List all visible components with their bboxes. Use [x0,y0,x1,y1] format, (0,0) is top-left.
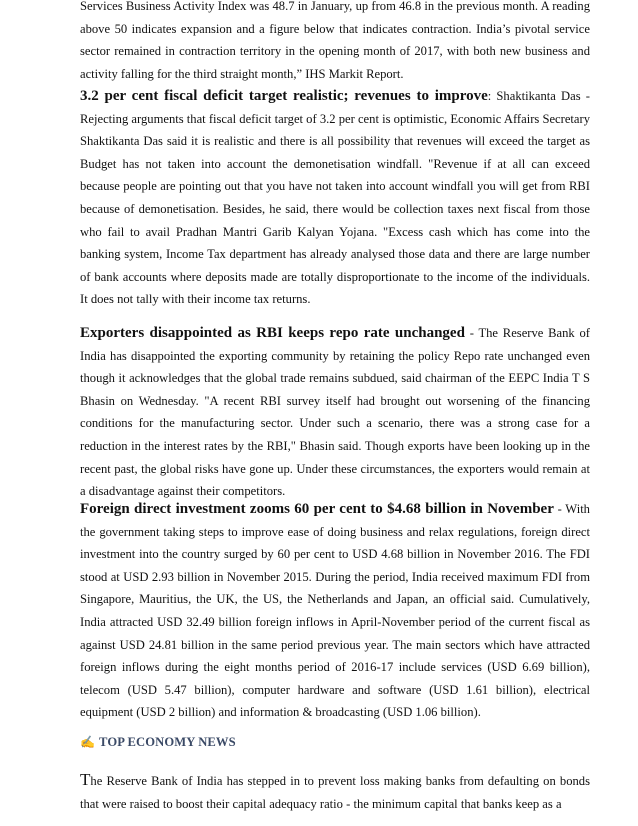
paragraph-body: - The Reserve Bank of India has disappointed the exporting community by retaining the policy Repo rate unchanged even though it acknowledges that the global trade remains subdued, said chairman of the EEPC India T S Bhasin on Wednesday. "A recent RBI survey itself had brought out worsening of the financing conditions for the manufacturing sector. Under such a scenario, there was a strong case for a reduction in the interest rates by the RBI," Bhasin said. Though exports have been looking up in the recent past, the global risks have gone up. Under these circumstances, the exporters would remain at a disadvantage against their competitors. [80,326,590,499]
paragraph-body: : Shaktikanta Das - Rejecting arguments that fiscal deficit target of 3.2 per cent is optimistic, Economic Affairs Secretary Shaktikanta Das said it is realistic and there is all possibility that revenues will exceed the target as Budget has not taken into account the demonetisation windfall. "Revenue if at all can exceed because people are pointing out that you have not taken into account windfall you will get from RBI because of demonetisation. Besides, he said, there would be collection taxes next fiscal from those who fail to avail Pradhan Mantri Garib Kalyan Yojana. "Excess cash which has come into the banking system, Income Tax department has already analysed those data and there are large number of bank accounts where deposits made are totally disproportionate to the income of the individuals. It does not tally with their income tax returns. [80,89,590,307]
fiscal-deficit-paragraph [80,85,590,311]
section-heading [80,735,236,750]
paragraph-body: he Reserve Bank of India has stepped in to prevent loss making banks from defaulting on bonds that were raised to boost their capital adequacy ratio - the minimum capital that banks keep as a [80,774,590,811]
fdi-paragraph [80,498,590,724]
paragraph-body: Services Business Activity Index was 48.7 in January, up from 46.8 in the previous month. A reading above 50 indicates expansion and a figure below that indicates contraction. India’s pivotal service sector remained in contraction territory in the opening month of 2017, with both new business and activity falling for the third straight month,” IHS Markit Report. [80,0,590,81]
drop-cap: T [80,770,91,789]
exporters-paragraph [80,322,590,503]
article-heading: 3.2 per cent fiscal deficit target realistic; revenues to improve [80,88,488,104]
article-heading: Foreign direct investment zooms 60 per cent to $4.68 billion in November [80,501,554,517]
paragraph-body: - With the government taking steps to improve ease of doing business and relax regulations, foreign direct investment into the country surged by 60 per cent to USD 4.68 billion in November 2016. The FDI stood at USD 2.93 billion in November 2015. During the period, India received maximum FDI from Singapore, Mauritius, the UK, the US, the Netherlands and Japan, an official said. Cumulatively, India attracted USD 32.49 billion foreign inflows in April-November period of the current fiscal as against USD 24.81 billion in the same period previous year. The main sectors which have attracted foreign inflows during the eight months period of 2016-17 include services (USD 6.69 billion), telecom (USD 5.47 billion), computer hardware and software (USD 1.61 billion), electrical equipment (USD 2 billion) and information & broadcasting (USD 1.06 billion). [80,502,590,720]
top-news-paragraph [80,769,590,815]
section-title: TOP ECONOMY NEWS [99,735,236,749]
writing-hand-icon: ✍ [80,735,96,749]
article-heading: Exporters disappointed as RBI keeps repo rate unchanged [80,325,465,341]
services-pmi-paragraph [80,0,590,85]
